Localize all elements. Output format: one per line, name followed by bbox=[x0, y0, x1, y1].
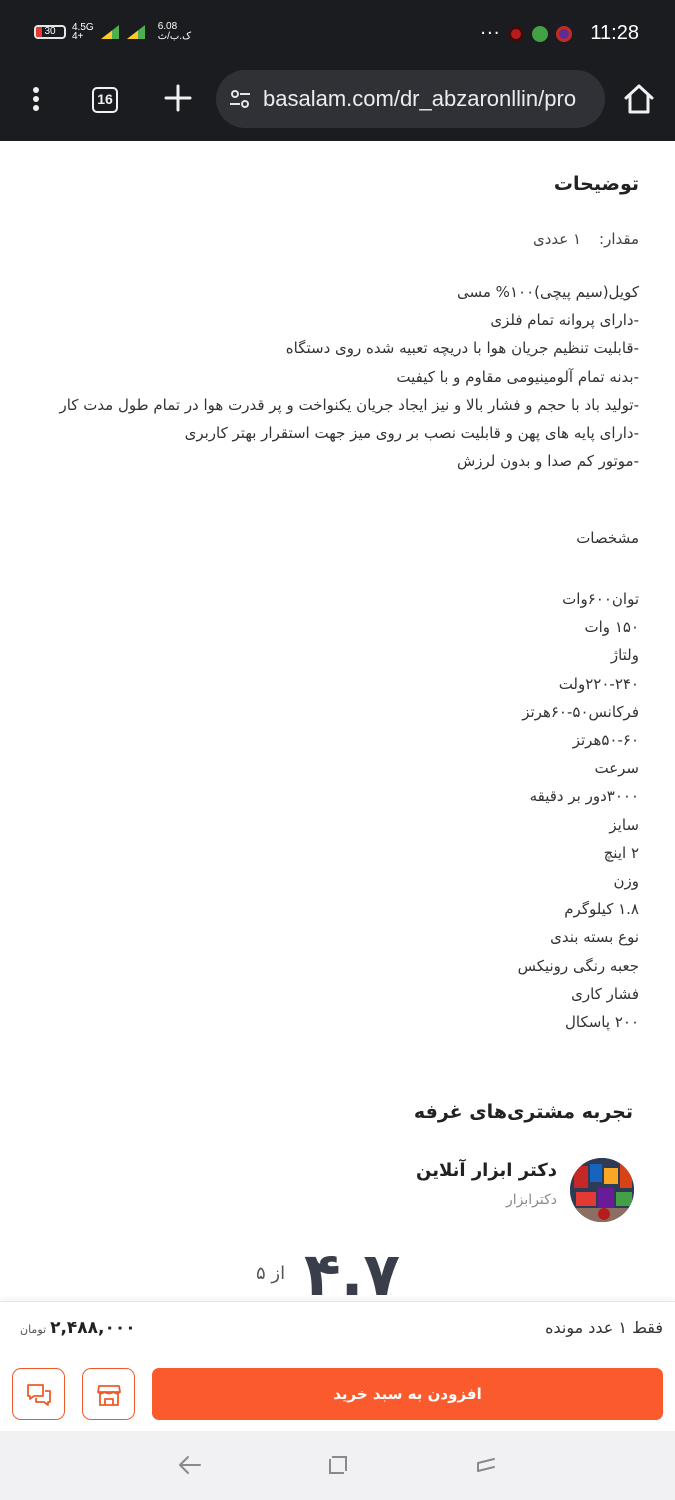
signal-icon-2 bbox=[126, 24, 146, 40]
messenger-app-icon bbox=[556, 26, 572, 42]
price-value: ۲,۴۸۸,۰۰۰ bbox=[50, 1318, 136, 1338]
customer-experience-title: تجربه مشتری‌های غرفه bbox=[413, 1101, 633, 1123]
description-line: -قابلیت تنظیم جریان هوا با دریچه تعبیه شده روی دستگاه bbox=[285, 339, 639, 358]
speed-unit: ک.ب/ث bbox=[157, 31, 192, 42]
price-currency: تومان bbox=[20, 1323, 47, 1336]
page-content bbox=[0, 141, 675, 1301]
spec-line: جعبه رنگی رونیکس bbox=[517, 956, 639, 975]
price bbox=[20, 1318, 136, 1338]
more-notifications-icon: ··· bbox=[480, 22, 501, 44]
spec-line: ۱.۸ کیلوگرم bbox=[564, 900, 639, 919]
description-title: توضیحات bbox=[553, 173, 639, 195]
network-type: 4.5G bbox=[72, 22, 94, 33]
description-line: -موتور کم صدا و بدون لرزش bbox=[456, 452, 639, 471]
network-sub: 4+ bbox=[72, 31, 84, 42]
spec-line: ۵۰-۶۰هرتز bbox=[572, 731, 639, 750]
url-text[interactable]: basalam.com/dr_abzaronllin/pro bbox=[263, 86, 577, 111]
rating-score: ۴.۷ bbox=[304, 1240, 401, 1301]
quantity-value: ۱ عددی bbox=[532, 230, 582, 248]
specs-title: مشخصات bbox=[576, 529, 639, 547]
spec-line: فشار کاری bbox=[571, 984, 639, 1003]
recents-nav-icon[interactable] bbox=[474, 1453, 498, 1477]
home-nav-icon[interactable] bbox=[326, 1453, 350, 1477]
shop-avatar[interactable] bbox=[570, 1158, 634, 1222]
status-right bbox=[480, 22, 639, 45]
network-speed bbox=[158, 22, 191, 42]
description-line: -دارای پروانه تمام فلزی bbox=[490, 311, 639, 330]
add-to-cart-button[interactable]: افزودن به سبد خرید bbox=[152, 1368, 663, 1420]
purchase-bar bbox=[0, 1301, 675, 1431]
speed-value: 6.08 bbox=[157, 21, 178, 32]
spec-line: ۳۰۰۰دور بر دقیقه bbox=[529, 787, 639, 806]
address-bar[interactable] bbox=[216, 70, 605, 128]
more-menu-icon[interactable] bbox=[22, 84, 50, 114]
tab-switcher-button[interactable]: 16 bbox=[92, 87, 118, 113]
status-left bbox=[34, 22, 191, 42]
spec-line: توان۶۰۰وات bbox=[562, 590, 639, 608]
spec-line: ۲۰۰ پاسکال bbox=[564, 1013, 639, 1032]
system-nav-bar bbox=[0, 1431, 675, 1500]
shop-name[interactable]: دکتر ابزار آنلاین bbox=[416, 1160, 557, 1181]
browser-toolbar bbox=[0, 68, 675, 141]
vpn-shield-icon bbox=[532, 26, 548, 42]
description-line: -بدنه تمام آلومینیومی مقاوم و با کیفیت bbox=[396, 367, 639, 386]
description-line: کویل(سیم پیچی)۱۰۰% مسی bbox=[457, 283, 639, 301]
description-line: -تولید باد با حجم و فشار بالا و نیز ایجاد جریان یکنواخت و پر قدرت هوا در تمام طول مدت کار bbox=[59, 395, 639, 414]
spec-line: سایز bbox=[609, 815, 639, 834]
store-icon bbox=[96, 1382, 122, 1408]
clock: 11:28 bbox=[590, 22, 639, 44]
rating-summary bbox=[256, 1241, 426, 1301]
spec-line: ۱۵۰ وات bbox=[584, 618, 639, 637]
spec-line: وزن bbox=[613, 872, 639, 891]
shop-button[interactable] bbox=[82, 1368, 135, 1420]
spec-line: سرعت bbox=[594, 759, 639, 778]
spec-line: ولتاژ bbox=[610, 646, 639, 665]
rating-scale: از ۵ bbox=[256, 1263, 286, 1284]
chat-icon bbox=[26, 1382, 52, 1408]
battery-level: 30 bbox=[44, 26, 56, 37]
battery-icon bbox=[34, 25, 66, 39]
spec-line: ۲۲۰-۲۴۰ولت bbox=[558, 674, 639, 693]
stock-status: فقط ۱ عدد مونده bbox=[545, 1318, 663, 1337]
site-settings-icon[interactable] bbox=[228, 87, 252, 111]
spec-line: فرکانس۵۰-۶۰هرتز bbox=[522, 702, 639, 721]
back-nav-icon[interactable] bbox=[176, 1453, 204, 1477]
shop-photo bbox=[570, 1158, 634, 1222]
description-line: -دارای پایه های پهن و قابلیت نصب بر روی میز جهت استقرار بهتر کاربری bbox=[184, 424, 639, 443]
quantity-label: مقدار: bbox=[599, 230, 639, 248]
shop-handle: دکترابزار bbox=[505, 1192, 557, 1208]
status-bar bbox=[0, 0, 675, 68]
record-app-icon bbox=[508, 26, 524, 42]
new-tab-icon[interactable] bbox=[162, 82, 194, 114]
home-icon[interactable] bbox=[622, 83, 656, 115]
specs-list bbox=[339, 585, 639, 1036]
chat-button[interactable] bbox=[12, 1368, 65, 1420]
signal-icon bbox=[100, 24, 120, 40]
description-text bbox=[59, 278, 639, 475]
spec-line: ۲ اینچ bbox=[603, 843, 639, 862]
quantity-row bbox=[533, 230, 639, 248]
spec-line: نوع بسته بندی bbox=[550, 928, 639, 947]
network-indicator bbox=[72, 23, 94, 41]
